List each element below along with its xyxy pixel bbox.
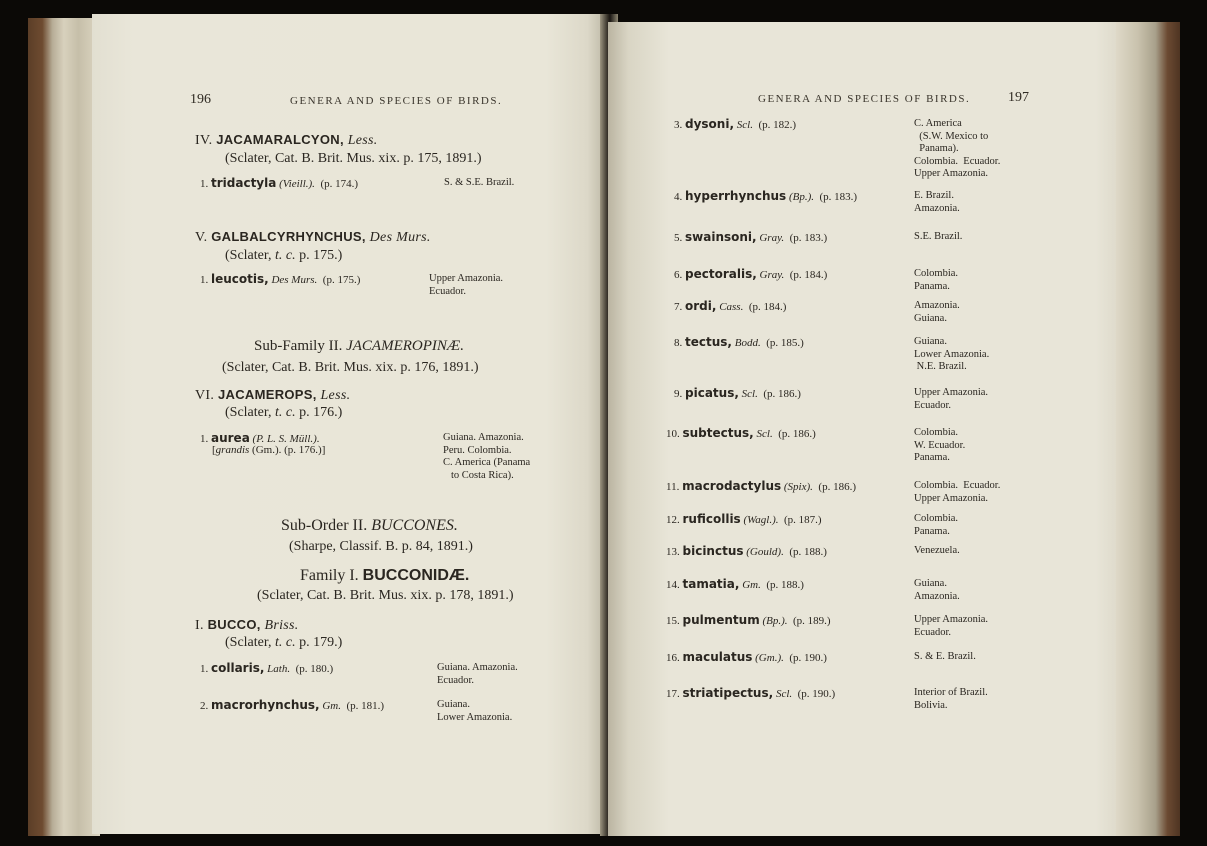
genus-heading: VI. JACAMEROPS, Less. [195,387,351,403]
species-distribution: Amazonia. Guiana. [914,300,960,324]
family-heading: Family I. BUCCONIDÆ. [300,567,470,584]
page-number: 196 [190,92,211,107]
species-entry: 4. hyperrhynchus (Bp.). (p. 183.) [674,189,858,203]
right-page [608,22,1116,836]
species-distribution: Interior of Brazil. Bolivia. [914,687,988,711]
species-entry: 15. pulmentum (Bp.). (p. 189.) [666,613,831,627]
species-distribution: Upper Amazonia. Ecuador. [914,387,989,411]
species-distribution: Upper Amazonia. Ecuador. [429,273,504,297]
subfamily-reference: (Sclater, Cat. B. Brit. Mus. xix. p. 176, 1891.) [222,360,479,375]
genus-author: Less. [347,133,378,148]
left-page-edges [28,18,100,836]
subfamily-heading: Sub-Family II. JACAMEROPINÆ. [254,338,464,354]
species-distribution: Colombia. Panama. [914,268,959,292]
genus-reference: (Sclater, t. c. p. 179.) [225,635,343,650]
species-distribution: S. & S.E. Brazil. [444,177,515,188]
species-entry: 14. tamatia, Gm. (p. 188.) [666,577,804,591]
species-distribution: Colombia. Ecuador. Upper Amazonia. [914,480,1001,504]
species-entry: 8. tectus, Bodd. (p. 185.) [674,335,804,349]
species-entry: 1. collaris, Lath. (p. 180.) [200,661,334,675]
running-head: GENERA AND SPECIES OF BIRDS. [290,95,503,107]
species-entry: 1. tridactyla (Vieill.). (p. 174.) [200,176,359,190]
species-entry: 17. striatipectus, Scl. (p. 190.) [666,686,836,700]
species-entry: 2. macrorhynchus, Gm. (p. 181.) [200,698,385,712]
genus-reference: (Sclater, t. c. p. 175.) [225,248,343,263]
genus-heading [195,132,378,149]
species-entry: 3. dysoni, Scl. (p. 182.) [674,117,797,131]
genus-heading: V. GALBALCYRHYNCHUS, Des Murs. [195,229,431,245]
genus-numeral: IV. [195,133,213,148]
suborder-heading: Sub-Order II. BUCCONES. [281,517,458,534]
species-entry: 10. subtectus, Scl. (p. 186.) [666,426,816,440]
species-distribution: Guiana. Amazonia. [914,578,960,602]
right-page-edges [1110,22,1180,836]
genus-name: JACAMARALCYON, [216,132,344,147]
species-distribution: S.E. Brazil. [914,231,963,242]
suborder-reference: (Sharpe, Classif. B. p. 84, 1891.) [289,539,473,554]
species-distribution: E. Brazil. Amazonia. [914,190,960,214]
species-entry: 5. swainsoni, Gray. (p. 183.) [674,230,828,244]
species-distribution: Guiana. Amazonia. Peru. Colombia. C. America (Panama to Costa Rica). [443,432,531,481]
species-entry: 1. leucotis, Des Murs. (p. 175.) [200,272,361,286]
species-entry: 12. ruficollis (Wagl.). (p. 187.) [666,512,822,526]
species-entry: 11. macrodactylus (Spix). (p. 186.) [666,479,856,493]
species-distribution: Upper Amazonia. Ecuador. [914,614,989,638]
species-entry: 7. ordi, Cass. (p. 184.) [674,299,787,313]
species-distribution: Guiana. Lower Amazonia. N.E. Brazil. [914,336,990,372]
species-entry: 1. aurea (P. L. S. Müll.). [200,431,320,445]
species-entry: 13. bicinctus (Gould). (p. 188.) [666,544,827,558]
left-page [92,14,608,834]
species-entry: 9. picatus, Scl. (p. 186.) [674,386,801,400]
species-distribution: C. America (S.W. Mexico to Panama). Colombia. Ecuador. Upper Amazonia. [914,118,1001,179]
genus-reference: (Sclater, Cat. B. Brit. Mus. xix. p. 175, 1891.) [225,151,482,166]
species-distribution: Guiana. Lower Amazonia. [437,699,513,723]
species-distribution: Guiana. Amazonia. Ecuador. [437,662,518,686]
species-distribution: S. & E. Brazil. [914,651,976,662]
species-distribution: Colombia. Panama. [914,513,959,537]
running-head: GENERA AND SPECIES OF BIRDS. [758,93,971,105]
genus-heading: I. BUCCO, Briss. [195,617,299,633]
species-distribution: Venezuela. [914,545,960,556]
species-entry: 6. pectoralis, Gray. (p. 184.) [674,267,828,281]
species-distribution: Colombia. W. Ecuador. Panama. [914,427,966,463]
species-entry: 16. maculatus (Gm.). (p. 190.) [666,650,827,664]
genus-reference: (Sclater, t. c. p. 176.) [225,405,343,420]
page-number: 197 [1008,90,1029,105]
species-synonym: [grandis (Gm.). (p. 176.)] [212,444,326,456]
family-reference: (Sclater, Cat. B. Brit. Mus. xix. p. 178, 1891.) [257,588,514,603]
